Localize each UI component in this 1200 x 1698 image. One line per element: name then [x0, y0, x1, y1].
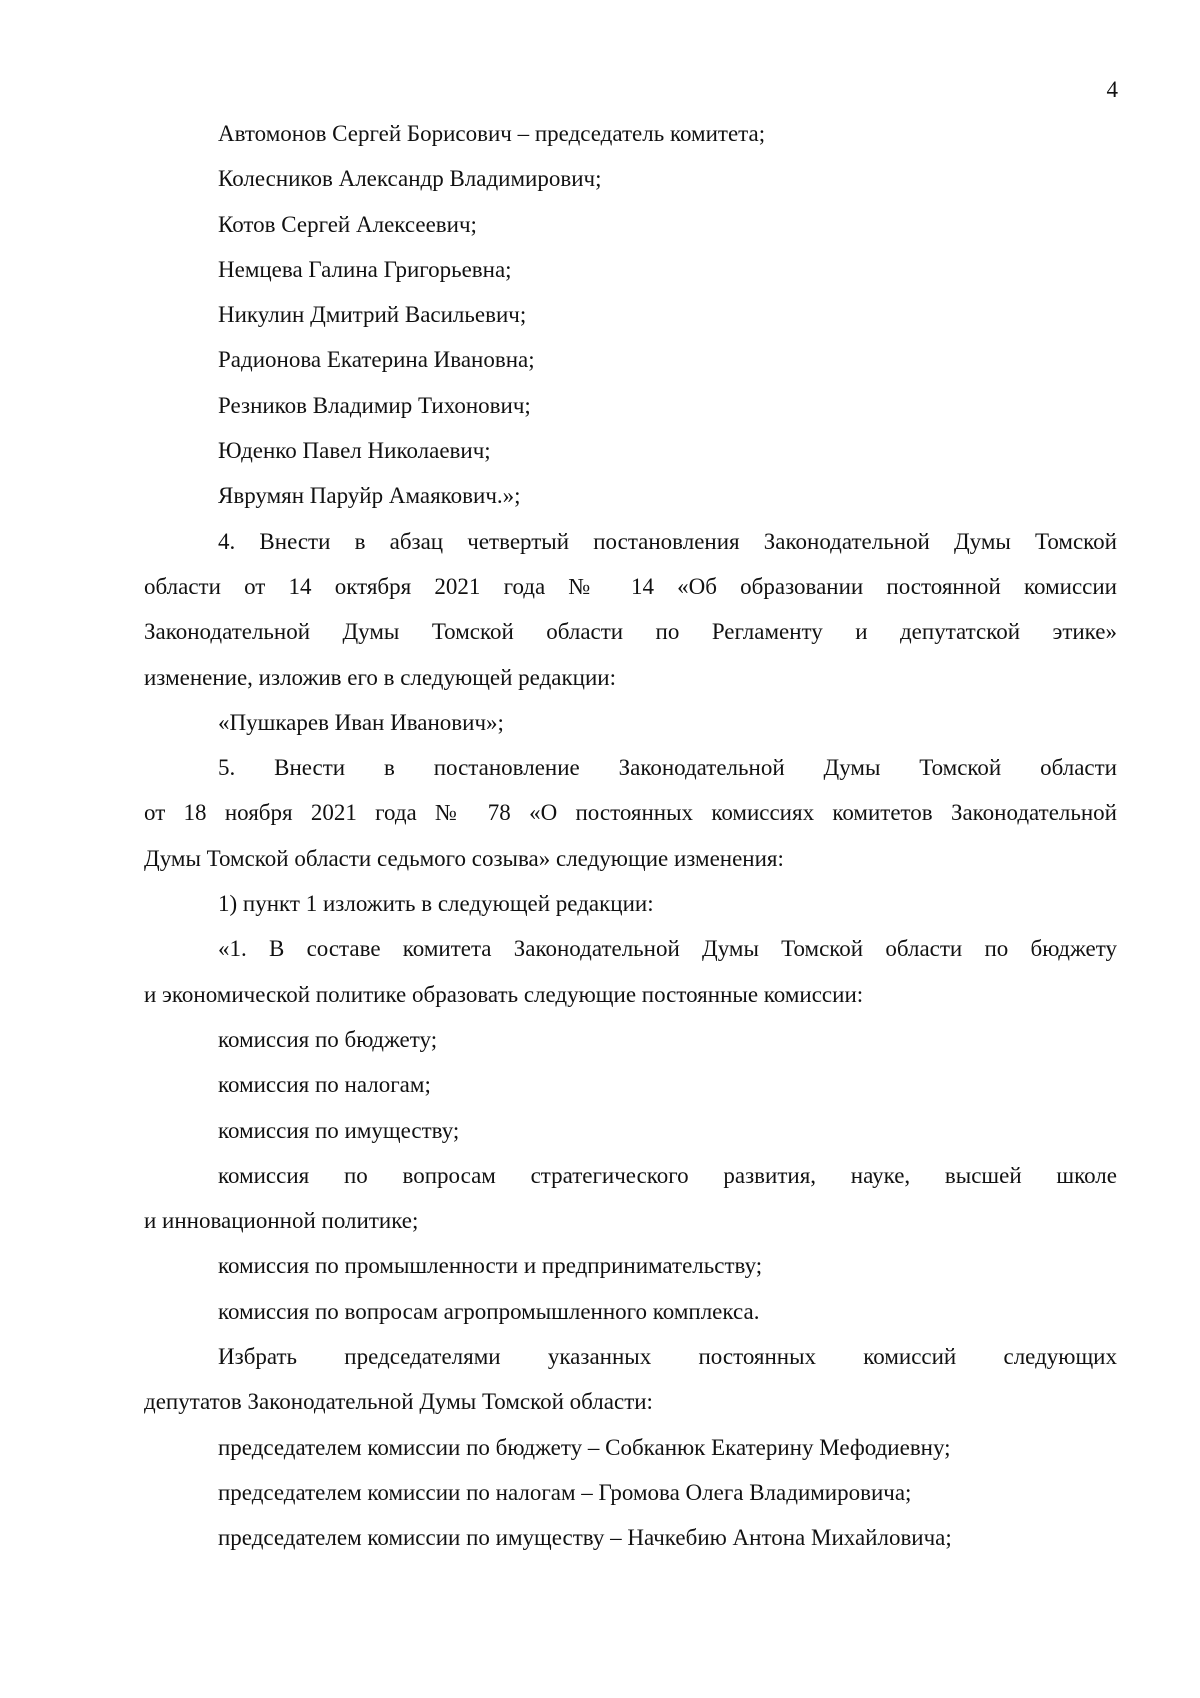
text-line: Радионова Екатерина Ивановна; [218, 347, 535, 373]
text-line: комиссия по бюджету; [218, 1026, 438, 1052]
text-line: и инновационной политике; [144, 1208, 419, 1234]
text-line: Законодательной Думы Томской области по Регламенту и депутатской этике» [144, 619, 1117, 645]
text-line: председателем комиссии по бюджету – Собканюк Екатерину Мефодиевну; [218, 1434, 951, 1460]
text-line: 5. Внести в постановление Законодательной Думы Томской области [218, 755, 1117, 781]
text-line: Никулин Дмитрий Васильевич; [218, 302, 527, 328]
text-line: «Пушкарев Иван Иванович»; [218, 709, 504, 735]
text-line: Резников Владимир Тихонович; [218, 392, 531, 418]
text-line: изменение, изложив его в следующей редакции: [144, 664, 616, 690]
text-line: председателем комиссии по имуществу – Начкебию Антона Михайловича; [218, 1525, 952, 1551]
text-line: и экономической политике образовать следующие постоянные комиссии: [144, 981, 864, 1007]
text-line: Юденко Павел Николаевич; [218, 438, 491, 464]
text-line: комиссия по имуществу; [218, 1117, 460, 1143]
text-line: 1) пункт 1 изложить в следующей редакции: [218, 891, 654, 917]
text-line: Яврумян Паруйр Амаякович.»; [218, 483, 521, 509]
text-line: комиссия по вопросам агропромышленного комплекса. [218, 1298, 760, 1324]
text-line: председателем комиссии по налогам – Громова Олега Владимировича; [218, 1479, 912, 1505]
text-line: Автомонов Сергей Борисович – председатель комитета; [218, 121, 766, 146]
text-line: Избрать председателями указанных постоянных комиссий следующих [218, 1344, 1117, 1370]
document-body [144, 111, 1117, 1561]
text-line: Немцева Галина Григорьевна; [218, 256, 512, 282]
text-line: комиссия по вопросам стратегического развития, науке, высшей школе [218, 1162, 1117, 1188]
text-line: комиссия по промышленности и предпринимательству; [218, 1253, 763, 1279]
text-line: Колесников Александр Владимирович; [218, 166, 602, 192]
text-line: депутатов Законодательной Думы Томской области: [144, 1389, 653, 1415]
text-line: области от 14 октября 2021 года № 14 «Об образовании постоянной комиссии [144, 573, 1117, 599]
text-line: 4. Внести в абзац четвертый постановления Законодательной Думы Томской [218, 528, 1117, 554]
text-line: Думы Томской области седьмого созыва» следующие изменения: [144, 845, 784, 871]
text-line: Котов Сергей Алексеевич; [218, 211, 477, 237]
text-line: «1. В составе комитета Законодательной Думы Томской области по бюджету [218, 936, 1117, 962]
text-line: от 18 ноября 2021 года № 78 «О постоянных комиссиях комитетов Законодательной [144, 800, 1117, 826]
page-number: 4 [1106, 77, 1118, 102]
text-line: комиссия по налогам; [218, 1072, 431, 1098]
